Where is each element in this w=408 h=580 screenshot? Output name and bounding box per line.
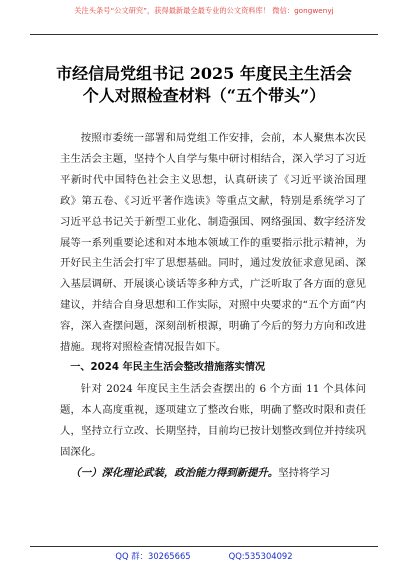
document-body xyxy=(60,128,366,483)
subsection-1-text: 坚持将学习 xyxy=(278,466,331,479)
section-heading-1: 一、2024 年民主生活会整改措施落实情况 xyxy=(70,361,266,373)
footer-rule xyxy=(30,546,378,547)
footer-qq-number: QQ:535304092 xyxy=(228,551,293,561)
subsection-1-line xyxy=(60,463,366,484)
subsection-heading-1: （一）深化理论武装，政治能力得到新提升。 xyxy=(70,466,279,479)
header-rule xyxy=(30,34,378,35)
footer-qq-group: QQ 群：30265665 xyxy=(115,551,191,561)
footer xyxy=(0,550,408,562)
title-line-1: 市经信局党组书记 2025 年度民主生活会 xyxy=(56,64,352,83)
promo-banner: 关注头条号“公文研究”，获得最新最全最专业的公文资料库！ 微信：gongwenyj xyxy=(74,6,334,15)
section-1-paragraph: 针对 2024 年度民主生活会查摆出的 6 个方面 11 个具体问题，本人高度重视，逐项建立了整改台账，明确了整改时限和责任人，坚持立行立改、长期坚持，目前均已按计划整改到位并持续巩固深化。 xyxy=(60,382,366,458)
document-title xyxy=(20,63,388,107)
title-line-2: 个人对照检查材料（“五个带头”） xyxy=(82,86,326,105)
intro-paragraph: 按照市委统一部署和局党组工作安排，会前，本人聚焦本次民主生活会主题，坚持个人自学与集中研讨相结合，深入学习了习近平新时代中国特色社会主义思想，认真研读了《习近平谈治国理政》第五卷、《习近平著作选读》等重点文献，特别是系统学习了习近平总书记关于新型工业化、制造强国、网络强国、数字经济发展等一系列重要论述和对本地本领域工作的重要指示批示精神，为开好民主生活会打牢了思想基础。同时，通过发放征求意见函、深入基层调研、开展谈心谈话等多种方式，广泛听取了各方面的意见建议，并结合自身思想和工作实际，对照中央要求的“五个方面”内容，深入查摆问题，深刻剖析根源，明确了今后的努力方向和改进措施。现将对照检查情况报告如下。 xyxy=(60,132,366,354)
